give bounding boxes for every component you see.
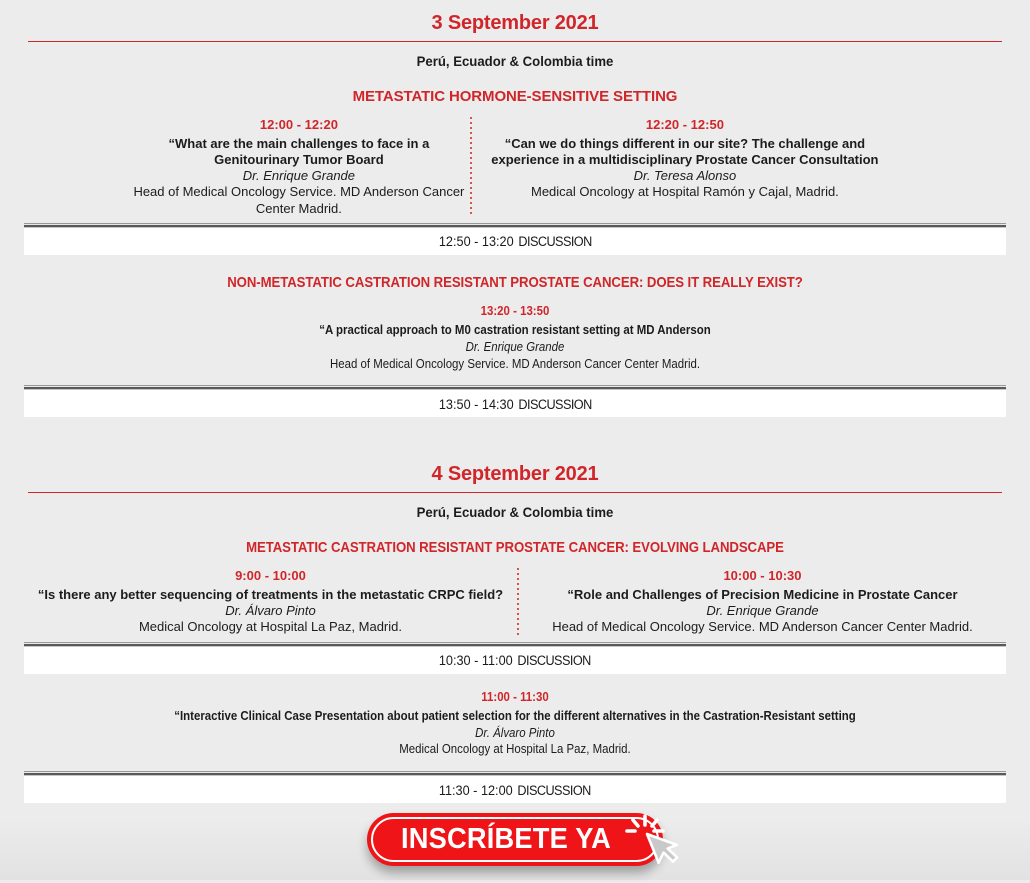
session-speaker: Dr. Álvaro Pinto <box>475 724 555 740</box>
session-card <box>83 689 947 759</box>
session-speaker: Dr. Enrique Grande <box>242 168 356 184</box>
section-header-mcrpc: METASTATIC CASTRATION RESISTANT PROSTATE CANCER: EVOLVING LANDSCAPE <box>246 539 784 557</box>
session-time: 9:00 - 10:00 <box>235 568 306 584</box>
session-title: “Can we do things different in our site? The challenge and experience in a multidisciplinary Prostate Cancer Consultation <box>491 136 879 168</box>
day-2-rule <box>28 492 1002 493</box>
session-title: “Is there any better sequencing of treatments in the metastatic CRPC field? <box>37 587 504 603</box>
discussion-label: DISCUSSION <box>518 396 592 412</box>
discussion-time: 11:30 - 12:00 <box>439 782 513 798</box>
session-title: “Role and Challenges of Precision Medicine in Prostate Cancer <box>567 587 958 603</box>
day-1-title: 3 September 2021 <box>431 12 599 34</box>
day-1-rule <box>28 41 1002 42</box>
session-affiliation: Medical Oncology at Hospital Ramón y Cajal, Madrid. <box>531 184 839 200</box>
session-card <box>24 117 470 217</box>
inscribete-button[interactable] <box>367 813 663 866</box>
discussion-bar <box>24 642 1006 674</box>
discussion-label: DISCUSSION <box>517 782 591 798</box>
session-speaker: Dr. Enrique Grande <box>465 338 565 354</box>
inscribete-button-label: INSCRÍBETE YA <box>400 823 611 856</box>
session-title: “What are the main challenges to face in a Genitourinary Tumor Board <box>168 136 430 168</box>
session-affiliation: Head of Medical Oncology Service. MD Anderson Cancer Center Madrid. <box>329 355 701 371</box>
cta-area <box>0 813 1030 866</box>
parallel-sessions-day-2 <box>24 568 1006 635</box>
discussion-label: DISCUSSION <box>517 653 591 669</box>
session-title: “Interactive Clinical Case Presentation about patient selection for the different alternatives in the Castration-Resistant setting <box>174 708 856 724</box>
session-title: “A practical approach to M0 castration resistant setting at MD Anderson <box>319 322 711 338</box>
discussion-label: DISCUSSION <box>518 234 592 250</box>
session-card <box>519 568 1006 635</box>
session-time: 13:20 - 13:50 <box>480 302 550 318</box>
session-card <box>472 117 1006 217</box>
day-2-title: 4 September 2021 <box>431 463 599 486</box>
session-affiliation: Medical Oncology at Hospital La Paz, Madrid. <box>138 619 402 635</box>
discussion-bar <box>24 223 1006 255</box>
session-time: 10:00 - 10:30 <box>723 568 802 584</box>
session-affiliation: Head of Medical Oncology Service. MD Anderson Cancer Center Madrid. <box>552 619 973 635</box>
session-time: 11:00 - 11:30 <box>481 688 549 704</box>
session-speaker: Dr. Teresa Alonso <box>633 168 737 184</box>
discussion-bar <box>24 385 1006 417</box>
session-affiliation: Head of Medical Oncology Service. MD Anderson Cancer Center Madrid. <box>133 184 465 216</box>
discussion-time: 12:50 - 13:20 <box>438 234 514 250</box>
day-1 <box>0 12 1030 417</box>
session-speaker: Dr. Álvaro Pinto <box>225 603 316 619</box>
day-2-timezone: Perú, Ecuador & Colombia time <box>416 504 614 521</box>
section-header-mhss: METASTATIC HORMONE-SENSITIVE SETTING <box>352 88 678 105</box>
section-header-nmcrpc: NON-METASTATIC CASTRATION RESISTANT PROSTATE CANCER: DOES IT REALLY EXIST? <box>227 273 803 291</box>
parallel-sessions-day-1 <box>24 117 1006 217</box>
discussion-bar <box>24 771 1006 803</box>
day-2 <box>0 463 1030 803</box>
session-speaker: Dr. Enrique Grande <box>706 603 819 619</box>
session-card <box>83 303 947 373</box>
discussion-time: 10:30 - 11:00 <box>439 653 513 669</box>
session-time: 12:00 - 12:20 <box>259 117 338 132</box>
discussion-time: 13:50 - 14:30 <box>438 396 514 412</box>
day-1-timezone: Perú, Ecuador & Colombia time <box>416 53 614 69</box>
session-card <box>24 568 517 635</box>
session-affiliation: Medical Oncology at Hospital La Paz, Madrid. <box>399 741 631 757</box>
session-time: 12:20 - 12:50 <box>645 117 724 132</box>
click-cursor-icon <box>621 815 681 883</box>
